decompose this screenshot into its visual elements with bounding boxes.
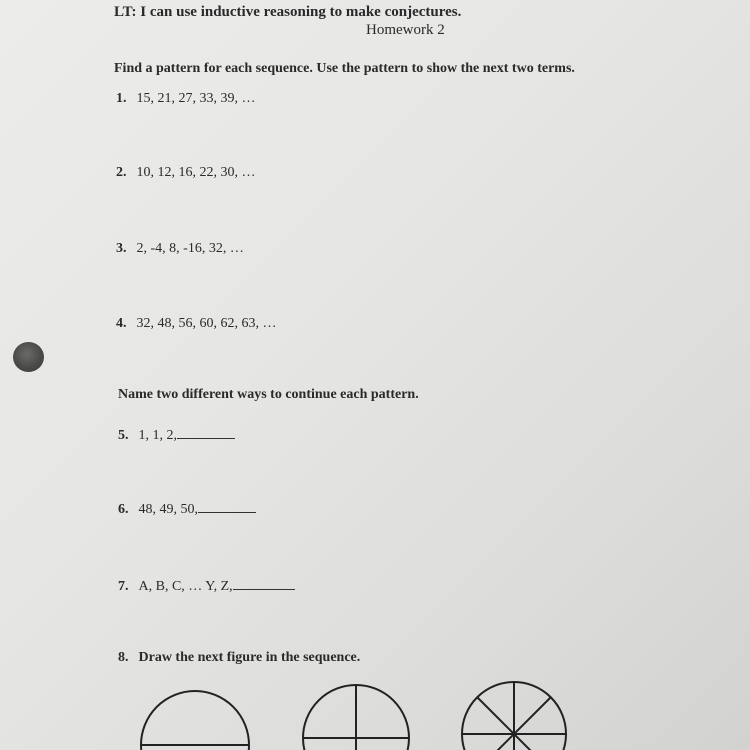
- problem-number: 5.: [118, 428, 129, 443]
- problem-text: 2, -4, 8, -16, 32, …: [136, 241, 244, 256]
- problem-number: 8.: [118, 650, 129, 665]
- section1-instructions: Find a pattern for each sequence. Use the pattern to show the next two terms.: [114, 61, 575, 76]
- homework-title: Homework 2: [366, 22, 445, 38]
- figure-circle-1: [141, 691, 249, 750]
- problem-text: A, B, C, … Y, Z,: [138, 579, 233, 594]
- problem-number: 3.: [116, 241, 127, 256]
- problem-text: 15, 21, 27, 33, 39, …: [136, 91, 256, 106]
- figure-circle-2: [303, 685, 409, 750]
- problem-number: 7.: [118, 579, 129, 594]
- problem-text: Draw the next figure in the sequence.: [138, 650, 361, 665]
- problem-text: 48, 49, 50,: [138, 502, 198, 517]
- problem-number: 6.: [118, 502, 129, 517]
- problem-number: 4.: [116, 316, 127, 331]
- figure-circle-3: [462, 682, 566, 750]
- problem-text: 1, 1, 2,: [138, 428, 177, 443]
- problem-text: 32, 48, 56, 60, 62, 63, …: [136, 316, 277, 331]
- problem-number: 2.: [116, 165, 127, 180]
- problem-text: 10, 12, 16, 22, 30, …: [136, 165, 256, 180]
- problem-number: 1.: [116, 91, 127, 106]
- section2-instructions: Name two different ways to continue each pattern.: [118, 387, 419, 402]
- learning-target: LT: I can use inductive reasoning to make conjectures.: [114, 4, 462, 20]
